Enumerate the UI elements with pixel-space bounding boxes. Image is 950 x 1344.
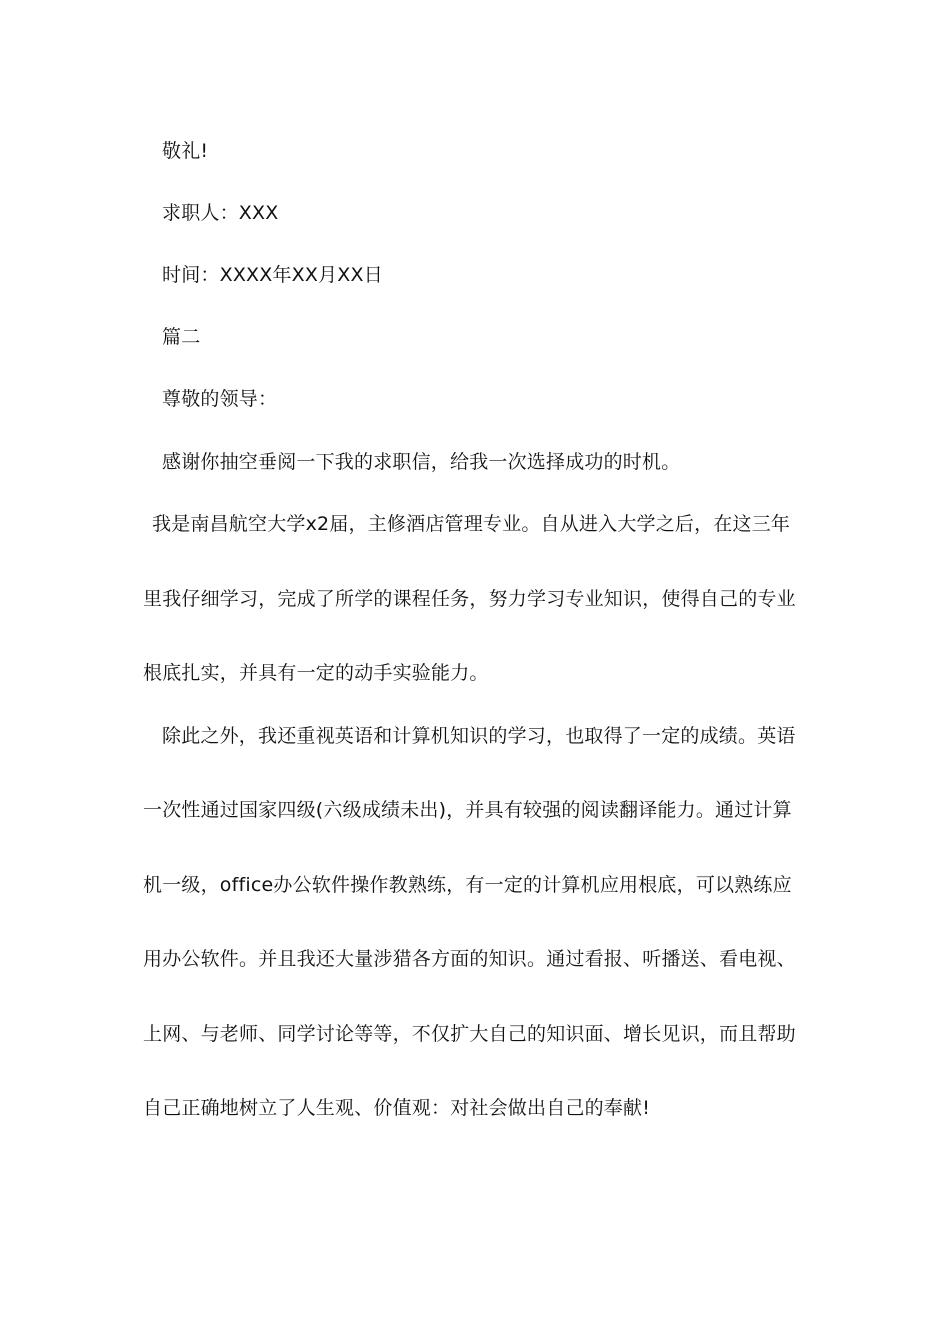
- paragraph-1-line: 感谢你抽空垂阅一下我的求职信，给我一次选择成功的时机。: [162, 451, 681, 473]
- paragraph-3-line-1: 除此之外，我还重视英语和计算机知识的学习，也取得了一定的成绩。英语: [162, 725, 796, 747]
- closing-salutation: 敬礼!: [162, 140, 209, 162]
- paragraph-3-line-5: 上网、与老师、同学讨论等等，不仅扩大自己的知识面、增长见识，而且帮助: [143, 1023, 796, 1045]
- date-line: 时间：XXXX年XX月XX日: [162, 264, 383, 286]
- paragraph-2-line-3: 根底扎实，并具有一定的动手实验能力。: [143, 662, 489, 684]
- section-heading: 篇二: [162, 326, 201, 348]
- paragraph-2-line-1: 我是南昌航空大学x2届，主修酒店管理专业。自从进入大学之后，在这三年: [152, 513, 791, 535]
- paragraph-3-line-2: 一次性通过国家四级(六级成绩未出)，并具有较强的阅读翻译能力。通过计算: [143, 799, 792, 821]
- paragraph-3-line-6: 自己正确地树立了人生观、价值观：对社会做出自己的奉献!: [143, 1097, 651, 1119]
- paragraph-3-line-3: 机一级，office办公软件操作教熟练，有一定的计算机应用根底，可以熟练应: [143, 874, 792, 896]
- paragraph-3-line-4: 用办公软件。并且我还大量涉猎各方面的知识。通过看报、听播送、看电视、: [143, 948, 796, 970]
- greeting: 尊敬的领导：: [162, 388, 278, 410]
- applicant-name: 求职人：XXX: [162, 202, 279, 224]
- paragraph-2-line-2: 里我仔细学习，完成了所学的课程任务，努力学习专业知识，使得自己的专业: [143, 588, 796, 610]
